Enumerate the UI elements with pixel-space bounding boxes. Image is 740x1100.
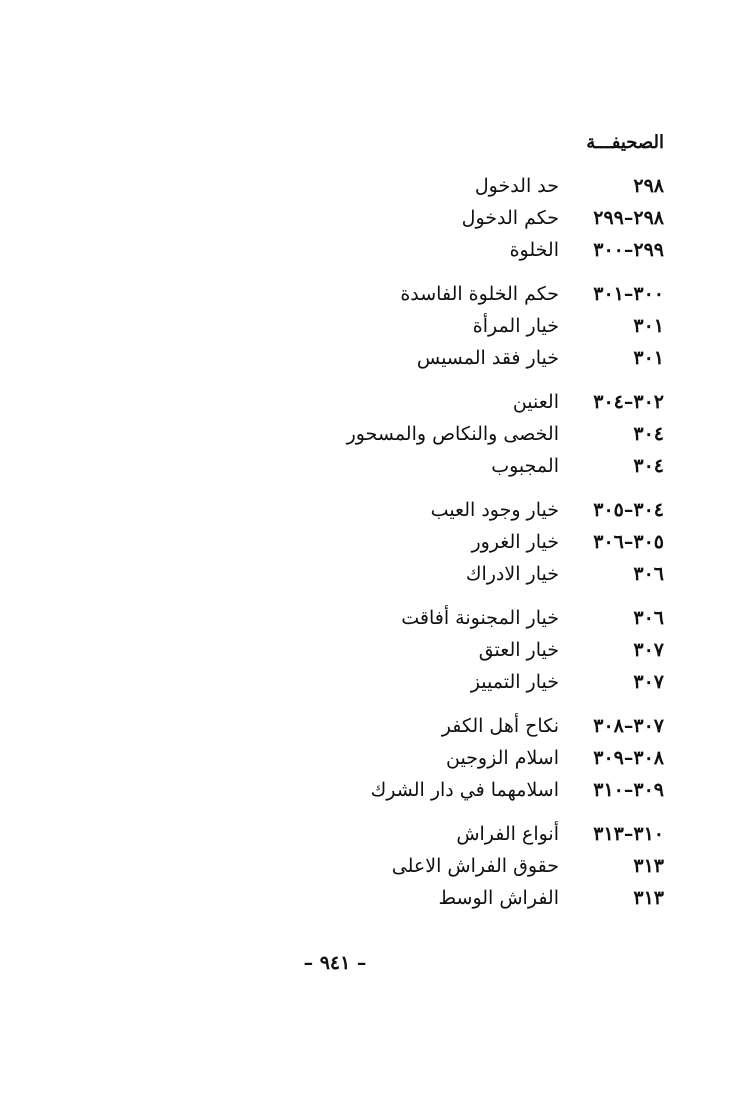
toc-entry-title: نكاح أهل الكفر bbox=[441, 715, 559, 737]
toc-entry-title: العنين bbox=[512, 391, 559, 413]
toc-entry bbox=[244, 418, 664, 450]
toc-group bbox=[244, 170, 664, 266]
toc-entry bbox=[244, 742, 664, 774]
toc-entry-title: خيار الادراك bbox=[465, 563, 559, 585]
toc-entry-pages: ٣٠١ bbox=[633, 315, 664, 337]
toc-entry-pages: ٢٩٨–٢٩٩ bbox=[593, 207, 664, 229]
toc-entry-pages: ٣١٣ bbox=[633, 887, 664, 909]
toc-entry-title: خيار العتق bbox=[478, 639, 559, 661]
toc-entry-title: حكم الخلوة الفاسدة bbox=[400, 283, 559, 305]
toc-entry bbox=[244, 710, 664, 742]
toc-entry-title: الفراش الوسط bbox=[438, 887, 559, 909]
toc-entry bbox=[244, 310, 664, 342]
toc-entry-title: خيار الغرور bbox=[471, 531, 559, 553]
toc-entry bbox=[244, 234, 664, 266]
toc-group bbox=[244, 818, 664, 914]
toc-entry bbox=[244, 494, 664, 526]
toc-entry-pages: ٣٠٦ bbox=[633, 563, 664, 585]
toc-entry bbox=[244, 666, 664, 698]
toc-entry bbox=[244, 202, 664, 234]
toc-entry bbox=[244, 882, 664, 914]
toc-entry bbox=[244, 450, 664, 482]
toc-group bbox=[244, 710, 664, 806]
toc-group bbox=[244, 386, 664, 482]
toc-entry-pages: ٣١٣ bbox=[633, 855, 664, 877]
toc-entry-pages: ٣٠٢–٣٠٤ bbox=[593, 391, 664, 413]
page-number: – ٩٤١ – bbox=[303, 952, 367, 974]
toc-entry-title: خيار المرأة bbox=[472, 315, 559, 337]
toc-entry bbox=[244, 602, 664, 634]
toc-entry bbox=[244, 386, 664, 418]
toc-entry-title: أنواع الفراش bbox=[456, 823, 559, 845]
toc-group bbox=[244, 602, 664, 698]
toc-entry bbox=[244, 342, 664, 374]
toc-entry-title: حد الدخول bbox=[474, 175, 559, 197]
toc-entry-title: اسلام الزوجين bbox=[445, 747, 559, 769]
toc-entry bbox=[244, 526, 664, 558]
toc-entry-pages: ٣٠٧ bbox=[633, 671, 664, 693]
toc-entry bbox=[244, 818, 664, 850]
toc-entry-title: حكم الدخول bbox=[461, 207, 559, 229]
toc-entry-pages: ٢٩٩–٣٠٠ bbox=[593, 239, 664, 261]
table-of-contents bbox=[244, 170, 664, 926]
toc-entry-pages: ٣٠٤ bbox=[633, 455, 664, 477]
toc-entry bbox=[244, 634, 664, 666]
toc-entry-title: خيار وجود العيب bbox=[430, 499, 559, 521]
toc-entry-pages: ٣٠٩–٣١٠ bbox=[593, 779, 664, 801]
toc-entry-pages: ٣٠٤–٣٠٥ bbox=[593, 499, 664, 521]
toc-group bbox=[244, 278, 664, 374]
toc-entry-title: الخصى والنكاص والمسحور bbox=[346, 423, 559, 445]
toc-entry-pages: ٣١٠–٣١٣ bbox=[593, 823, 664, 845]
toc-entry bbox=[244, 774, 664, 806]
toc-entry bbox=[244, 850, 664, 882]
toc-entry-title: خيار فقد المسيس bbox=[416, 347, 559, 369]
toc-entry-pages: ٣٠٦ bbox=[633, 607, 664, 629]
toc-entry-title: اسلامهما في دار الشرك bbox=[370, 779, 559, 801]
page-column-header: الصحيفـــة bbox=[586, 132, 664, 153]
toc-entry-title: خيار المجنونة أفاقت bbox=[401, 607, 559, 629]
toc-group bbox=[244, 494, 664, 590]
toc-entry-pages: ٣٠٤ bbox=[633, 423, 664, 445]
toc-entry-title: خيار التمييز bbox=[470, 671, 559, 693]
toc-entry-pages: ٣٠٧–٣٠٨ bbox=[593, 715, 664, 737]
toc-entry bbox=[244, 278, 664, 310]
toc-entry bbox=[244, 170, 664, 202]
toc-entry-pages: ٣٠٨–٣٠٩ bbox=[593, 747, 664, 769]
toc-entry bbox=[244, 558, 664, 590]
toc-entry-pages: ٣٠١ bbox=[633, 347, 664, 369]
toc-entry-pages: ٢٩٨ bbox=[633, 175, 664, 197]
toc-entry-pages: ٣٠٥–٣٠٦ bbox=[593, 531, 664, 553]
toc-entry-pages: ٣٠٧ bbox=[633, 639, 664, 661]
toc-entry-title: المجبوب bbox=[491, 455, 559, 477]
toc-entry-title: حقوق الفراش الاعلى bbox=[391, 855, 559, 877]
toc-entry-pages: ٣٠٠–٣٠١ bbox=[593, 283, 664, 305]
toc-entry-title: الخلوة bbox=[509, 239, 559, 261]
